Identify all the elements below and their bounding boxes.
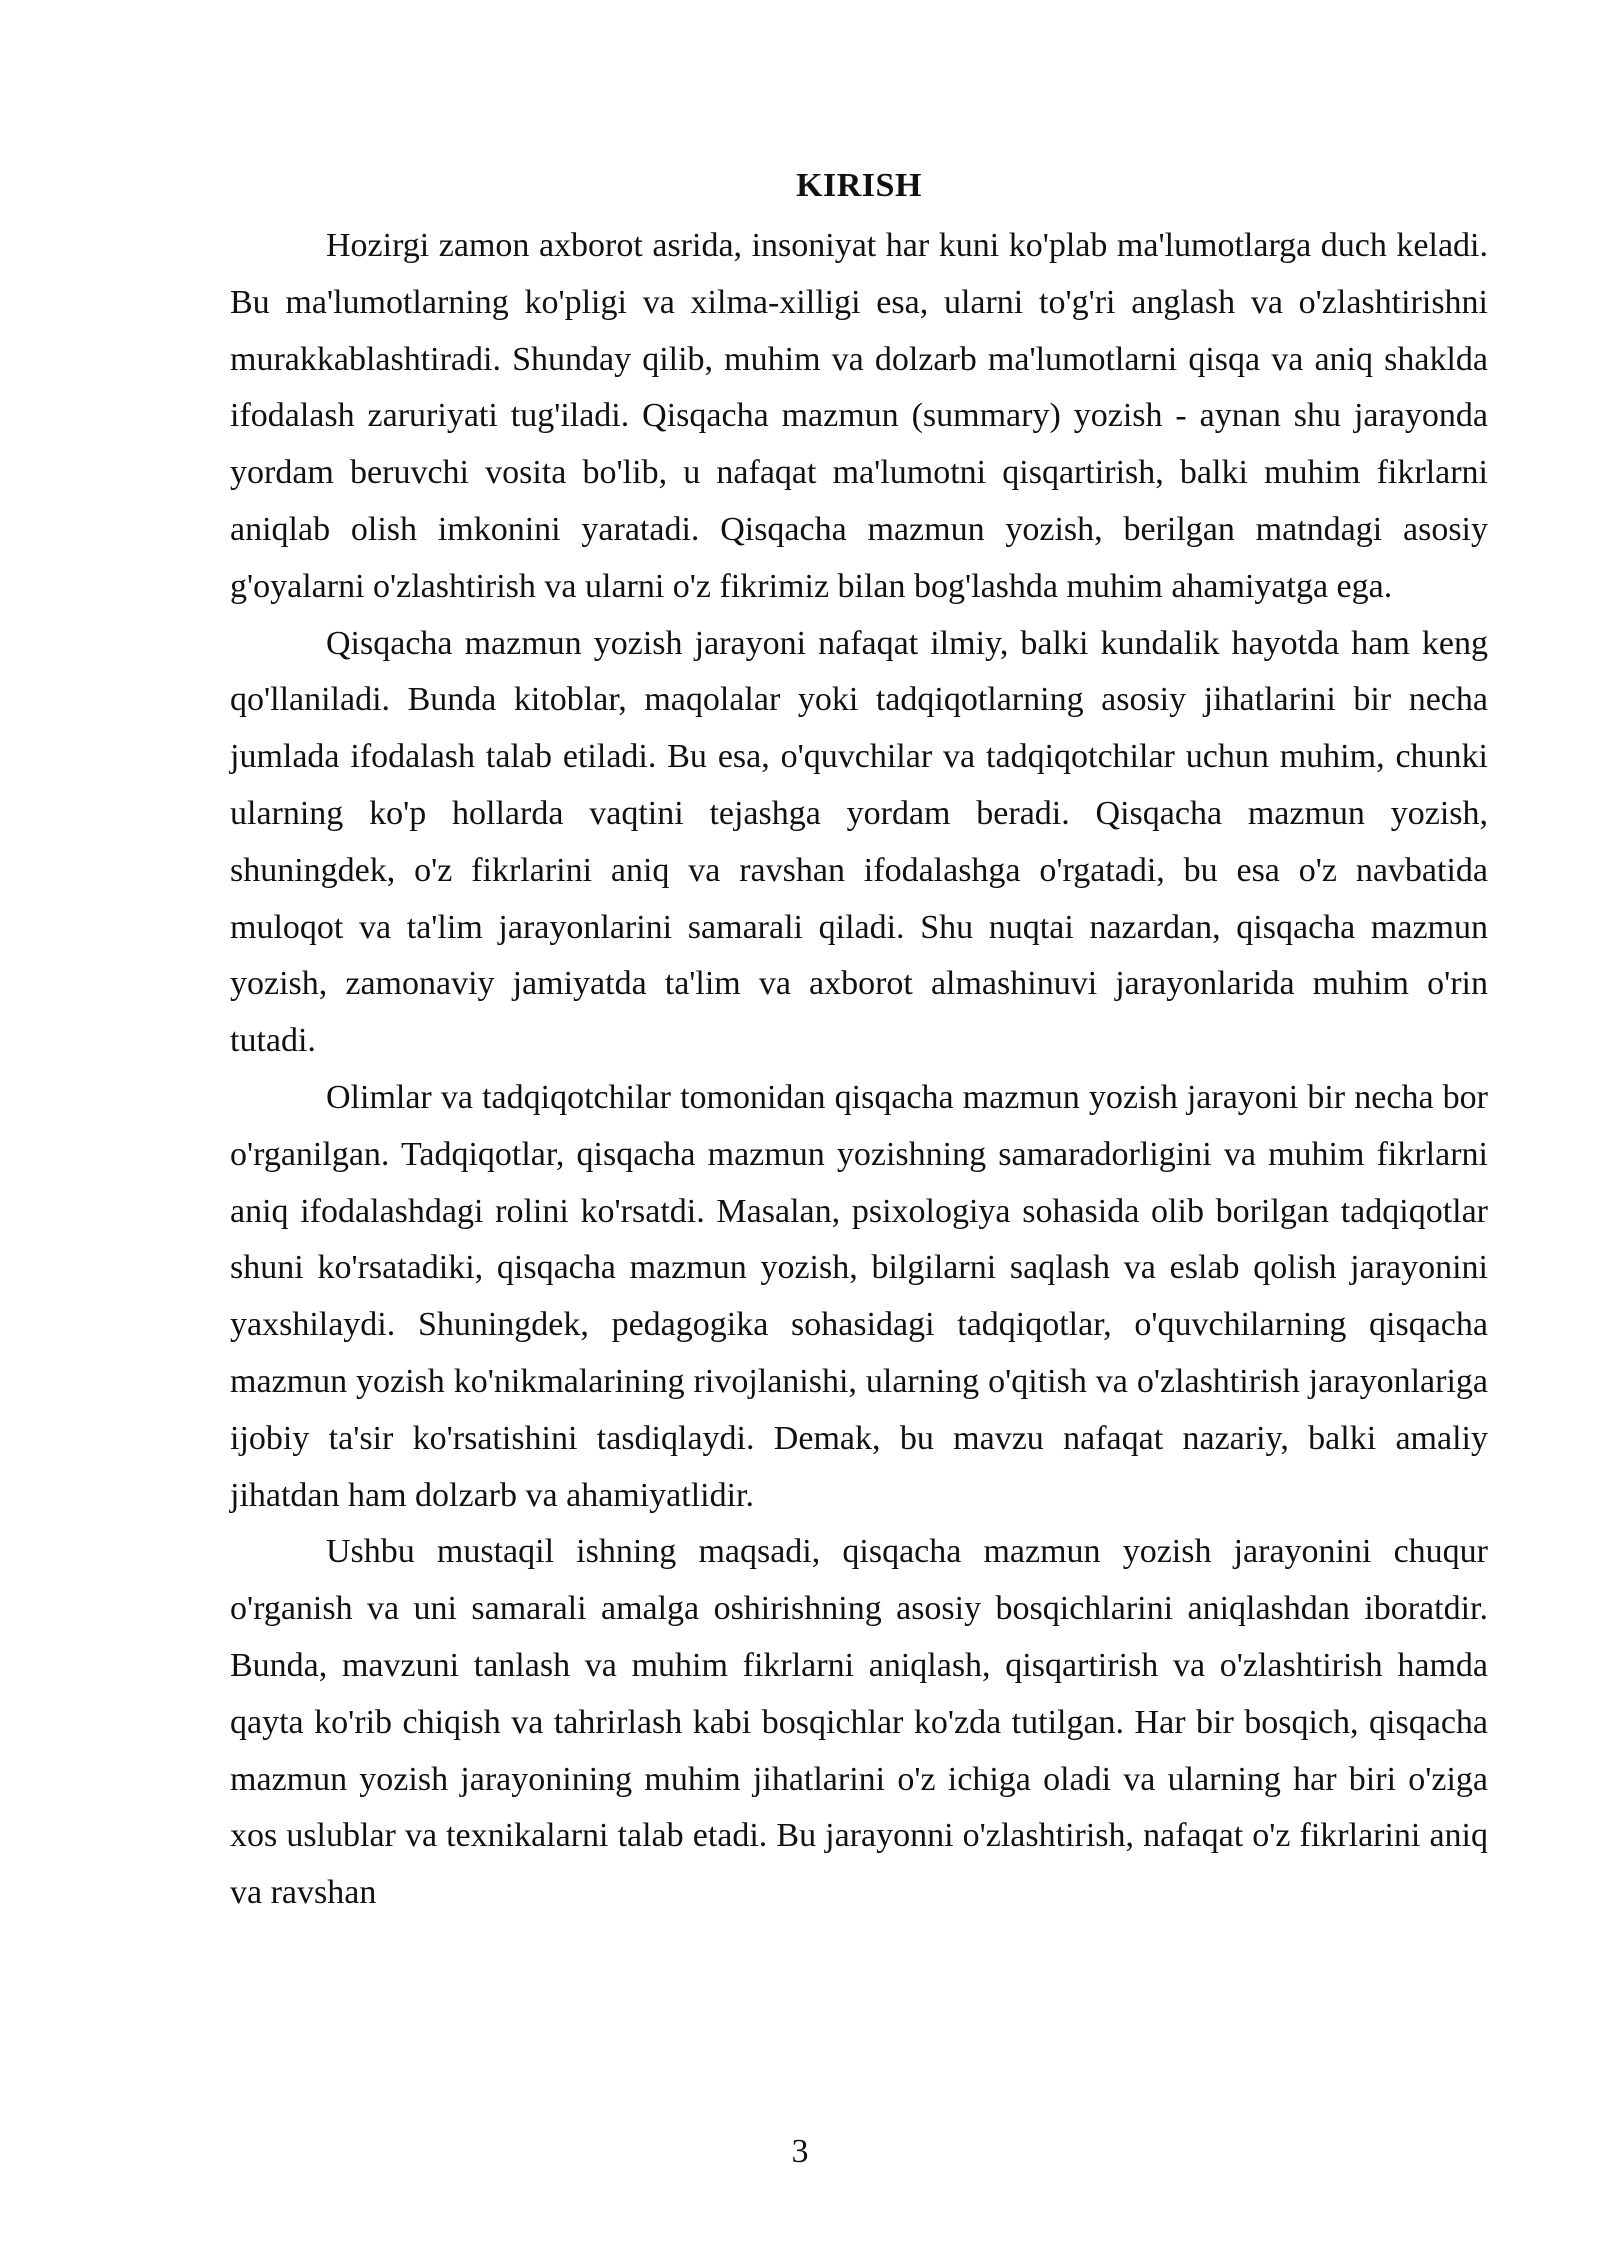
paragraph-4: Ushbu mustaqil ishning maqsadi, qisqacha mazmun yozish jarayonini chuqur o'rganish va uni samarali amalga oshirishning asosiy bosqichlarini aniqlashdan iboratdir. Bunda, mavzuni tanlash va muhim fikrlarni aniqlash, qisqartirish va o'zlashtirish hamda qayta ko'rib chiqish va tahrirlash kabi bosqichlar ko'zda tutilgan. Har bir bosqich, qisqacha mazmun yozish jarayonining muhim jihatlarini o'z ichiga oladi va ularning har biri o'ziga xos uslublar va texnikalarni talab etadi. Bu jarayonni o'zlashtirish, nafaqat o'z fikrlarini aniq va ravshan [230,1533,1488,1912]
section-title: KIRISH [796,167,922,204]
paragraph-1: Hozirgi zamon axborot asrida, insoniyat har kuni ko'plab ma'lumotlarga duch keladi. Bu ma'lumotlarning ko'pligi va xilma-xilligi esa, ularni to'g'ri anglash va o'zlashtirishni murakkablashtiradi. Shunday qilib, muhim va dolzarb ma'lumotlarni qisqa va aniq shaklda ifodalash zaruriyati tug'iladi. Qisqacha mazmun (summary) yozish - aynan shu jarayonda yordam beruvchi vosita bo'lib, u nafaqat ma'lumotni qisqartirish, balki muhim fikrlarni aniqlab olish imkonini yaratadi. Qisqacha mazmun yozish, berilgan matndagi asosiy g'oyalarni o'zlashtirish va ularni o'z fikrimiz bilan bog'lashda muhim ahamiyatga ega. [230,227,1488,605]
paragraph-3: Olimlar va tadqiqotchilar tomonidan qisqacha mazmun yozish jarayoni bir necha bor o'rganilgan. Tadqiqotlar, qisqacha mazmun yozishning samaradorligini va muhim fikrlarni aniq ifodalashdagi rolini ko'rsatdi. Masalan, psixologiya sohasida olib borilgan tadqiqotlar shuni ko'rsatadiki, qisqacha mazmun yozish, bilgilarni saqlash va eslab qolish jarayonini yaxshilaydi. Shuningdek, pedagogika sohasidagi tadqiqotlar, o'quvchilarning qisqacha mazmun yozish ko'nikmalarining rivojlanishi, ularning o'qitish va o'zlashtirish jarayonlariga ijobiy ta'sir ko'rsatishini tasdiqlaydi. Demak, bu mavzu nafaqat nazariy, balki amaliy jihatdan ham dolzarb va ahamiyatlidir. [230,1078,1488,1514]
page-number: 3 [791,2133,809,2170]
page-content [230,160,1488,1922]
paragraph-2: Qisqacha mazmun yozish jarayoni nafaqat ilmiy, balki kundalik hayotda ham keng qo'llaniladi. Bunda kitoblar, maqolalar yoki tadqiqotlarning asosiy jihatlarini bir necha jumlada ifodalash talab etiladi. Bu esa, o'quvchilar va tadqiqotchilar uchun muhim, chunki ularning ko'p hollarda vaqtini tejashga yordam beradi. Qisqacha mazmun yozish, shuningdek, o'z fikrlarini aniq va ravshan ifodalashga o'rgatadi, bu esa o'z navbatida muloqot va ta'lim jarayonlarini samarali qiladi. Shu nuqtai nazardan, qisqacha mazmun yozish, zamonaviy jamiyatda ta'lim va axborot almashinuvi jarayonlarida muhim o'rin tutadi. [230,624,1488,1060]
